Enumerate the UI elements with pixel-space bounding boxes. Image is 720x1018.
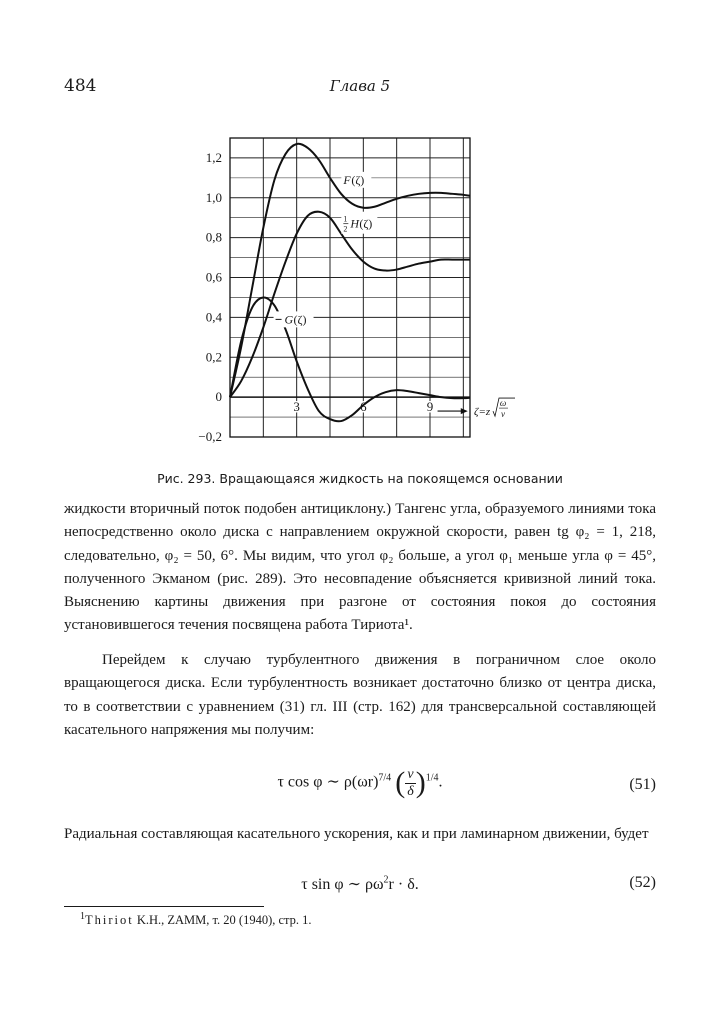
eq51-tail: . bbox=[438, 773, 443, 791]
legend-h-arg: (ζ) bbox=[359, 216, 373, 231]
legend-h-frac-den: 2 bbox=[343, 224, 348, 234]
x-axis-label-main: ζ=z bbox=[474, 406, 491, 419]
x-axis-label-omega: ω bbox=[499, 398, 507, 409]
equation-52-body bbox=[64, 874, 656, 894]
legend-h-main: H bbox=[350, 216, 360, 231]
series-line-h bbox=[230, 212, 470, 397]
eq51-exp1: 7/4 bbox=[378, 772, 392, 784]
x-tick-label: 3 bbox=[293, 399, 300, 415]
legend-h-frac-num: 1 bbox=[343, 214, 348, 224]
footnote-text: K.H., ZAMM, т. 20 (1940), стр. 1. bbox=[133, 913, 312, 928]
eq51-lhs: τ cos φ ∼ ρ(ωr) bbox=[277, 773, 379, 791]
eq52-exp: 2 bbox=[383, 874, 389, 886]
figure-caption: Рис. 293. Вращающаяся жидкость на покоящемся основании bbox=[157, 471, 563, 486]
running-title: Глава 5 bbox=[329, 77, 391, 95]
equation-number-51: (51) bbox=[629, 776, 656, 793]
x-tick-label: 6 bbox=[360, 399, 367, 415]
y-tick-label: 1,2 bbox=[205, 149, 222, 165]
equation-51-body: τ cos φ ∼ $\rho(\omega r)^{7/4}$ ( $\frac{\nu}{\delta}$ )$^{1/4}$. bbox=[277, 766, 443, 799]
footnote-author: Thiriot bbox=[85, 913, 134, 928]
y-tick-label: 1,0 bbox=[205, 189, 222, 205]
figure-chart bbox=[186, 126, 516, 456]
x-arrow-head bbox=[461, 408, 468, 414]
y-tick-label: 0,6 bbox=[205, 269, 222, 285]
footnote-marker: 1 bbox=[80, 911, 85, 922]
y-tick-label: 0 bbox=[215, 389, 222, 405]
legend-g-arg: (ζ) bbox=[293, 312, 307, 327]
page-number: 484 bbox=[64, 76, 97, 96]
x-axis-label-nu: ν bbox=[501, 409, 505, 420]
y-tick-label: 0,2 bbox=[205, 349, 222, 365]
footnote-rule bbox=[64, 906, 264, 907]
eq52-rest: r · δ. bbox=[388, 876, 419, 893]
eq51-exp2: 1/4 bbox=[425, 772, 439, 784]
equation-number-52: (52) bbox=[629, 874, 656, 891]
paragraph-3: Радиальная составляющая касательного ускорения, как и при ламинарном движении, будет bbox=[64, 826, 649, 842]
y-tick-label: 0,4 bbox=[205, 309, 222, 325]
legend-f-arg: (ζ) bbox=[351, 172, 365, 187]
y-tick-label: 0,8 bbox=[205, 229, 222, 245]
eq51-fraction bbox=[405, 767, 416, 800]
series-line-g bbox=[230, 297, 470, 421]
legend-f-main: F bbox=[343, 172, 351, 187]
equation-51 bbox=[64, 766, 656, 810]
y-tick-label: −0,2 bbox=[198, 429, 222, 444]
equation-52 bbox=[64, 874, 656, 898]
legend-g-main: G bbox=[284, 312, 294, 327]
eq52-lhs: τ sin φ ∼ ρω bbox=[301, 876, 384, 893]
paragraph-1: жидкости вторичный поток подобен антициклону.) Тангенс угла, образуемого линиями тока непосредственно около диска с направлением окружной скорости, равен tg φ₂ = 1, 218, следовательно, φ₂ = 50, 6°. Мы видим, что угол φ₂ больше, а угол φ₁ меньше угла φ = 45°, полученного Экманом (рис. 289). Это несовпадение объясняется кривизной линий тока. Выяснению картины движения при разгоне от состояния покоя до состояния установившегося течения посвящена работа Тириота¹. bbox=[64, 501, 656, 634]
x-tick-label: 9 bbox=[426, 399, 434, 415]
eq51-frac-den: δ bbox=[407, 783, 414, 799]
paragraph-2: Перейдем к случаю турбулентного движения в пограничном слое около вращающегося диска. Если турбулентность возникает достаточно близко от центра диска, то в соответствии с уравнением (31) гл. III (стр. 162) для трансверсальной составляющей касательного напряжения мы получим: bbox=[64, 652, 656, 738]
eq51-frac-num: ν bbox=[405, 767, 416, 784]
footnote bbox=[80, 911, 312, 928]
